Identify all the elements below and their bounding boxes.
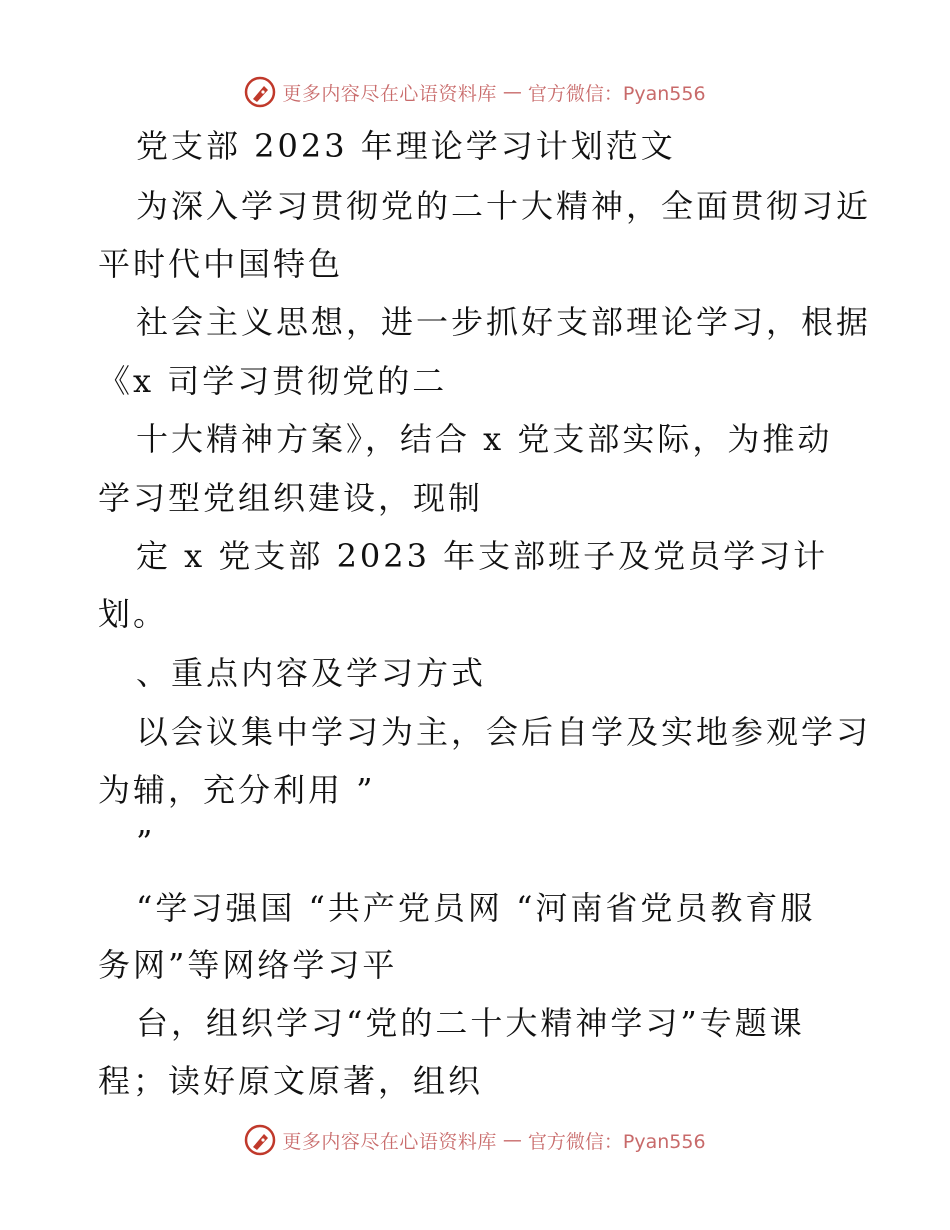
header-watermark: [0, 72, 950, 112]
paragraph-line: 《x 司学习贯彻党的二: [98, 362, 448, 400]
watermark-main-text: 更多内容尽在心语资料库: [282, 1130, 497, 1153]
watermark-dash: —: [502, 1129, 522, 1151]
pen-nib-logo-icon: [244, 1124, 276, 1156]
watermark-wechat-text: 官方微信：Pyan556: [527, 1130, 706, 1153]
footer-watermark: [0, 1120, 950, 1160]
watermark-dash: —: [502, 81, 522, 103]
paragraph-line: 台，组织学习“党的二十大精神学习”专题课: [136, 1004, 805, 1042]
paragraph-line: 以会议集中学习为主，会后自学及实地参观学习: [136, 713, 872, 751]
paragraph-line: 学习型党组织建设，现制: [98, 479, 484, 517]
section-heading: 、重点内容及学习方式: [136, 654, 487, 692]
paragraph-line: 为深入学习贯彻党的二十大精神，全面贯彻习近: [136, 187, 872, 225]
paragraph-line: 为辅，充分利用 ”: [98, 771, 376, 809]
paragraph-line: 定 x 党支部 2023 年支部班子及党员学习计: [136, 537, 829, 575]
paragraph-line: 程；读好原文原著，组织: [98, 1062, 484, 1100]
paragraph-line: 务网”等网络学习平: [98, 946, 398, 984]
paragraph-line: ”: [136, 823, 156, 861]
paragraph-line: 十大精神方案》，结合 x 党支部实际，为推动: [136, 420, 833, 458]
paragraph-line: 划。: [98, 595, 169, 633]
document-title: 党支部 2023 年理论学习计划范文: [136, 127, 676, 165]
paragraph-line: 平时代中国特色: [98, 245, 344, 283]
paragraph-line: “学习强国 “共产党员网 “河南省党员教育服: [136, 889, 816, 927]
pen-nib-logo-icon: [244, 76, 276, 108]
watermark-wechat-text: 官方微信：Pyan556: [527, 82, 706, 105]
watermark-main-text: 更多内容尽在心语资料库: [282, 82, 497, 105]
paragraph-line: 社会主义思想，进一步抓好支部理论学习，根据: [136, 303, 872, 341]
